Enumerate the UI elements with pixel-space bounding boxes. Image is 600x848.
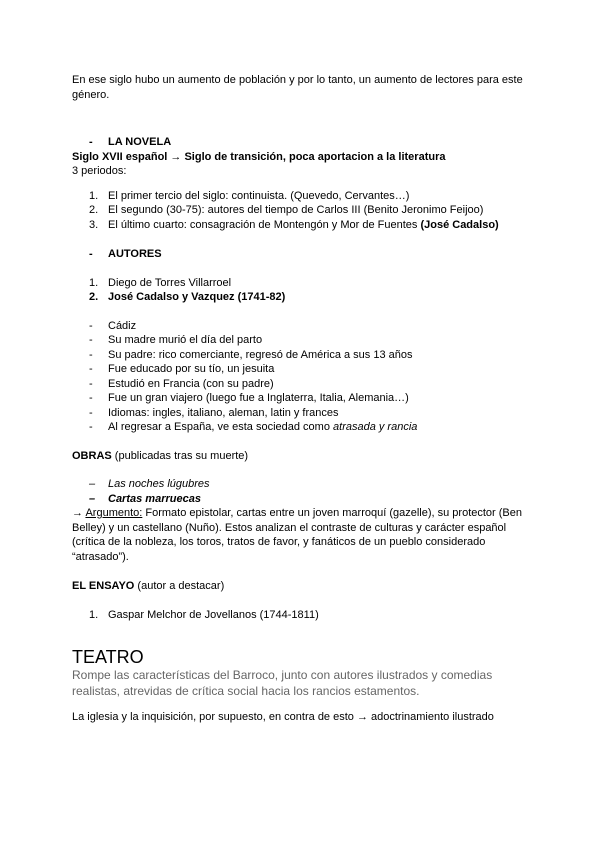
obra-item: – Las noches lúgubres	[89, 478, 210, 490]
bullet-dash: -	[89, 136, 93, 148]
list-item: 3. El último cuarto: consagración de Montengón y Mor de Fuentes (José Cadalso)	[89, 218, 499, 231]
teatro-last-paragraph: La iglesia y la inquisición, por supuesto, en contra de esto → adoctrinamiento ilustrado	[72, 711, 494, 723]
obras-heading: OBRAS (publicadas tras su muerte)	[72, 449, 249, 462]
list-item: 1. El primer tercio del siglo: continuista. (Quevedo, Cervantes…)	[89, 189, 410, 202]
fact-item: - Idiomas: ingles, italiano, aleman, latin y frances	[89, 406, 339, 419]
fact-item: - Al regresar a España, ve esta sociedad como atrasada y rancia	[89, 421, 418, 433]
arrow-icon: →	[72, 507, 86, 519]
intro-paragraph: En ese siglo hubo un aumento de población y por lo tanto, un aumento de lectores para este género.	[72, 74, 523, 101]
fact-item: - Estudió en Francia (con su padre)	[89, 377, 274, 390]
fact-item: - Su madre murió el día del parto	[89, 334, 263, 346]
list-item: 1. Gaspar Melchor de Jovellanos (1744-1811)	[89, 608, 319, 621]
fact-item: - Cádiz	[89, 319, 137, 332]
argumento-paragraph: → Argumento: Formato epistolar, cartas entre un joven marroquí (gazelle), su protector (Ben Belley) y un castellano (Nuño). Estos analizan el contraste de culturas y carácter español (crítica de la nobleza, los toros, tratos de favor, y fanáticos de un pueblo considerado “atrasado”).	[72, 507, 523, 563]
ensayo-heading: EL ENSAYO (autor a destacar)	[72, 580, 225, 592]
novela-heading: - LA NOVELA	[89, 136, 172, 148]
fact-item: - Fue un gran viajero (luego fue a Inglaterra, Italia, Alemania…)	[89, 392, 409, 404]
teatro-subtitle: Rompe las características del Barroco, junto con autores ilustrados y comedias realistas, atrevidas de crítica social hacia los rancios estamentos.	[72, 668, 493, 698]
list-item: 2. El segundo (30-75): autores del tiempo de Carlos III (Benito Jeronimo Feijoo)	[89, 204, 484, 216]
obra-item: – Cartas marruecas	[89, 492, 201, 505]
fact-item: - Su padre: rico comerciante, regresó de América a sus 13 años	[89, 348, 413, 361]
periods-label: 3 periodos:	[72, 165, 127, 177]
cadalso-highlight: (José Cadalso)	[420, 218, 499, 231]
fact-item: - Fue educado por su tío, un jesuita	[89, 363, 275, 375]
bullet-dash: -	[89, 248, 93, 260]
autores-heading: - AUTORES	[89, 248, 162, 260]
list-item: 2. José Cadalso y Vazquez (1741-82)	[89, 291, 286, 303]
teatro-title: TEATRO	[72, 647, 144, 667]
list-item: 1. Diego de Torres Villarroel	[89, 276, 232, 289]
document-page	[72, 73, 532, 725]
novela-subheading: Siglo XVII español → Siglo de transición, poca aportacion a la literatura	[72, 150, 446, 163]
